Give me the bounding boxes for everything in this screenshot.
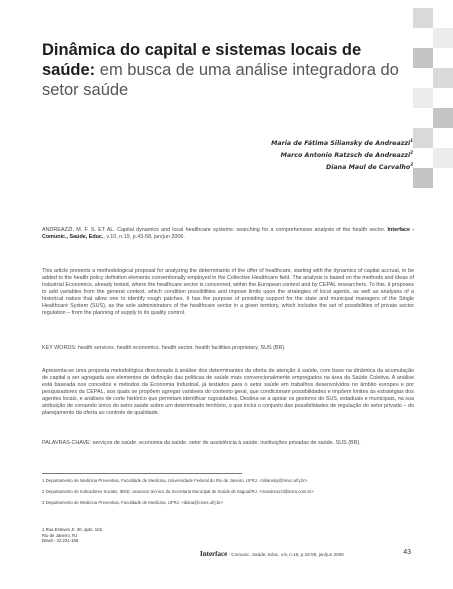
page-footer: [200, 550, 411, 558]
footer-citation: - Comunic, Saúde, Educ, v.9, n.18, p.43-58, jan/jun 2006: [228, 552, 344, 557]
citation-reference: ANDREAZZI, M. F. S. ET AL. Capital dynamics and local healthcare systems: searching for a comprehensive analysis of the health sector. Interface - Comunic., Saúde, Educ., v.10, n.19, p.43-58, jan/jun 2006.: [42, 227, 415, 240]
author: Diana Maul de Carvalho$^3$: [326, 162, 413, 172]
abstract-english: This article presents a methodological proposal for analyzing the determinants of the offer of healthcare, starting with the dynamics of capital accrual, to be added to the health policy definition elements conventionally employed in the Collective Healthcare field. The analysis is based on the methods and ideas of Industrial Economics, already tested, where the healthcare sector is concerned, within the European context and by CEPAL researchers. To this, it proposes to add variables from the general context, which condition possibilities and impose limits upon the strategies of local agents, as well as analyses of a historical nature that allow one to identify rough patches. It has the purpose of providing support for the state and municipal managers of the Single Healthcare System (SUS), as the sole administrators of the healthcare sector in a given territory, which includes the set of possibilities of private sector regulation – from the planning of supply to its quality control.: [42, 268, 414, 316]
author-list: [271, 136, 413, 172]
checker-square: [433, 28, 453, 48]
abstract-portuguese: Apresenta-se uma proposta metodológica direcionada à análise dos determinantes da oferta de atenção à saúde, com base na dinâmica da acumulação de capital a ser agregada aos elementos de definição das políticas de saúde mais convencionalmente empregados na área da Saúde Coletiva. A análise está baseada nos conceitos e métodos da Economia Industrial, já testados para o setor saúde em trabalhos desenvolvidos no âmbito europeu e por pesquisadores da CEPAL, aos quais se propõem agregar variáveis do contexto geral, que condicionam possibilidades e impõem limites às estratégias dos agentes locais, e análises de corte histórico que permitam identificar rugosidades. Destina-se a apoiar os gestores do SUS, estaduais e municipais, na sua atribuição de comando único do setor saúde sobre um determinado território, o que inclui o conjunto das possibilidades de regulação do setor privado – do planejamento da oferta ao controle de qualidade.: [42, 368, 414, 416]
checker-square: [413, 168, 433, 188]
title-subtitle: em busca de uma análise integradora do setor saúde: [42, 61, 399, 99]
keywords-portuguese: PALAVRAS-CHAVE: serviços de saúde. economia da saúde. setor de assistência à saúde. instituições privadas de saúde. SUS (BR).: [42, 440, 361, 446]
footnotes: [42, 478, 422, 511]
checker-square: [413, 48, 433, 68]
journal-name: Interface - Comunic., Saúde, Educ.: [42, 227, 415, 240]
checker-square: [413, 8, 433, 28]
checker-square: [413, 128, 433, 148]
checker-square: [433, 108, 453, 128]
checker-square: [433, 68, 453, 88]
keywords-english: KEY WORDS: health services. health economics. health sector. health facilities proprietary. SUS (BR).: [42, 345, 286, 351]
footnote-divider: [42, 473, 242, 474]
author: Marco Antonio Ratzsch de Andreazzi$^2$: [280, 150, 413, 160]
footnote: 1 Departamento de Medicina Preventiva, Faculdade de Medicina, Universidade Federal do Rio de Janeiro, UFRJ. <siliansky@hmsc.ufrj.br>: [42, 478, 308, 483]
author: Maria de Fátima Siliansky de Andreazzi$^1$: [271, 138, 413, 148]
title-main: Dinâmica do capital e sistemas locais de saúde:: [42, 41, 362, 79]
footnote: 2 Departamento de Indicadores Sociais, IBGE; assessor técnico da Secretaria Municipal de Saúde de Itaguaí/RJ. <mandreazzi@terra.com.br>: [42, 489, 314, 494]
checker-square: [433, 148, 453, 168]
article-title: [42, 40, 402, 100]
footnote: 3 Departamento de Medicina Preventiva, Faculdade de Medicina, UFRJ. <diana@cives.ufrj.br>: [42, 500, 224, 505]
page-number: 43: [403, 549, 411, 556]
journal-brand: Interface: [200, 550, 228, 558]
checker-square: [413, 88, 433, 108]
correspondence-address: 1 Rua Esteves Jr. 30, apto. 102. Rio de Janeiro, RJ Brasil - 22.231-160: [42, 527, 104, 544]
decorative-checker-pattern: [413, 8, 453, 188]
